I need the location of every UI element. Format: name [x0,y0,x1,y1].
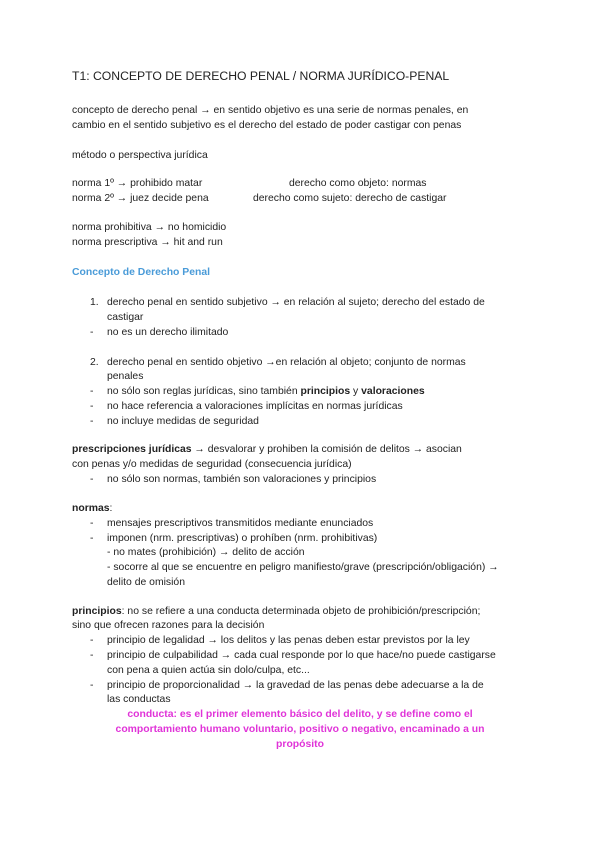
intro-line: concepto de derecho penal → en sentido objetivo es una serie de normas penales, en [72,105,469,116]
bullet-text: mensajes prescriptivos transmitidos mediante enunciados [107,518,374,529]
norma-row-right: derecho como sujeto: derecho de castigar [253,193,447,204]
metodo-text: método o perspectiva jurídica [72,150,208,161]
bullet-dash: - [90,386,94,397]
norma-tipo: norma prescriptiva → hit and run [72,237,223,248]
bullet-text: principio de legalidad → los delitos y las penas deben estar previstos por la ley [107,635,470,646]
prescripciones-line: prescripciones jurídicas → desvalorar y prohiben la comisión de delitos → asocian [72,444,462,455]
conducta-definition: conducta: es el primer elemento básico del delito, y se define como el [127,709,473,720]
list-item-text: castigar [107,312,144,323]
list-item-text: derecho penal en sentido subjetivo → en relación al sujeto; derecho del estado de [107,297,485,308]
bullet-text: no incluye medidas de seguridad [107,416,259,427]
bullet-text: no sólo son normas, también son valoraciones y principios [107,474,377,485]
bullet-dash: - [90,635,94,646]
principios-line: principios: no se refiere a una conducta determinada objeto de prohibición/prescripción; [72,606,481,617]
bullet-dash: - [90,680,94,691]
sub-bullet-text: delito de omisión [107,577,185,588]
conducta-definition: propósito [276,739,324,750]
section-heading: Concepto de Derecho Penal [72,267,210,278]
list-number: 2. [90,357,99,368]
principios-line: sino que ofrecen razones para la decisión [72,620,265,631]
sub-bullet-text: - no mates (prohibición) → delito de acción [107,547,305,558]
norma-row-left: norma 1º → prohibido matar [72,178,203,189]
bullet-text: principio de culpabilidad → cada cual responde por lo que hace/no puede castigarse [107,650,496,661]
list-item-text: penales [107,371,144,382]
bullet-text: las conductas [107,694,171,705]
conducta-definition: comportamiento humano voluntario, positivo o negativo, encaminado a un [115,724,485,735]
sub-bullet-text: - socorre al que se encuentre en peligro manifiesto/grave (prescripción/obligación) → [107,562,499,573]
bullet-dash: - [90,533,94,544]
page-title: T1: CONCEPTO DE DERECHO PENAL / NORMA JURÍDICO-PENAL [72,69,450,83]
bullet-text: principio de proporcionalidad → la gravedad de las penas debe adecuarse a la de [107,680,484,691]
bullet-dash: - [90,327,94,338]
intro-line: cambio en el sentido subjetivo es el derecho del estado de poder castigar con penas [72,120,462,131]
list-item-text: derecho penal en sentido objetivo →en relación al objeto; conjunto de normas [107,357,466,368]
bullet-dash: - [90,650,94,661]
bullet-text: no sólo son reglas jurídicas, sino también principios y valoraciones [107,386,425,397]
norma-row-right: derecho como objeto: normas [289,178,427,189]
prescripciones-line: con penas y/o medidas de seguridad (consecuencia jurídica) [72,459,352,470]
bullet-dash: - [90,474,94,485]
list-number: 1. [90,297,99,308]
norma-tipo: norma prohibitiva → no homicidio [72,222,227,233]
bullet-text: no hace referencia a valoraciones implícitas en normas jurídicas [107,401,403,412]
bullet-text: imponen (nrm. prescriptivas) o prohíben (nrm. prohibitivas) [107,533,378,544]
bullet-dash: - [90,416,94,427]
norma-row-left: norma 2º → juez decide pena [72,193,209,204]
bullet-text: no es un derecho ilimitado [107,327,229,338]
bullet-dash: - [90,518,94,529]
normas-heading: normas: [72,503,113,514]
bullet-dash: - [90,401,94,412]
bullet-text: con pena a quien actúa sin dolo/culpa, etc... [107,665,310,676]
